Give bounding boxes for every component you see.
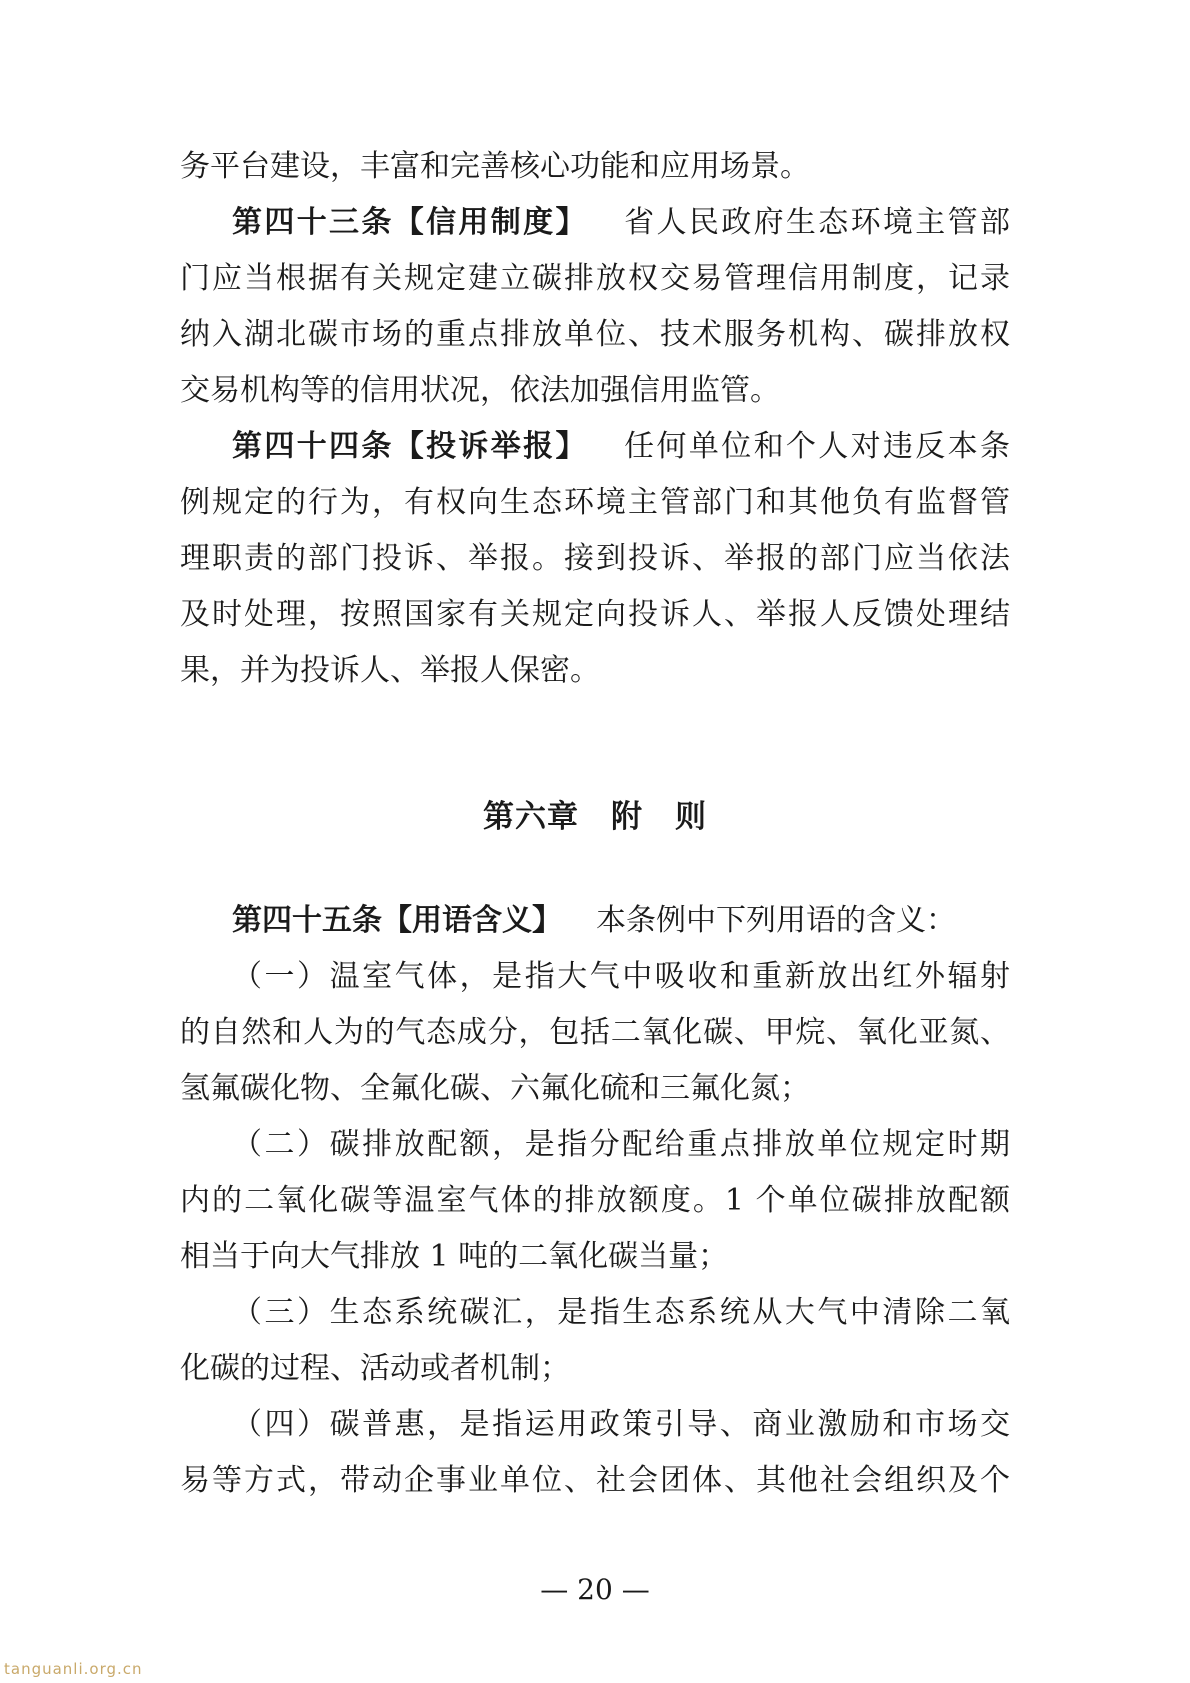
- page-number: — 20 —: [540, 1573, 650, 1606]
- paragraph-line: 交易机构等的信用状况，依法加强信用监管。: [180, 373, 780, 408]
- article-43-first-line: [232, 194, 1010, 252]
- watermark: tanguanli.org.cn: [4, 1660, 143, 1678]
- paragraph-line: 例规定的行为，有权向生态环境主管部门和其他负有监督管: [180, 485, 1010, 520]
- article-44-first-line: [232, 418, 1010, 476]
- paragraph-line: 门应当根据有关规定建立碳排放权交易管理信用制度，记录: [180, 261, 1010, 296]
- paragraph-line: 纳入湖北碳市场的重点排放单位、技术服务机构、碳排放权: [180, 317, 1010, 352]
- article-45-title: 第四十五条【用语含义】: [232, 903, 562, 938]
- article-44-title: 第四十四条【投诉举报】: [232, 429, 588, 464]
- definition-line: （四）碳普惠，是指运用政策引导、商业激励和市场交: [232, 1407, 1010, 1442]
- definition-line: 化碳的过程、活动或者机制；: [180, 1351, 570, 1386]
- definition-line: 氢氟碳化物、全氟化碳、六氟化硫和三氟化氮；: [180, 1071, 810, 1106]
- definition-line: 的自然和人为的气态成分，包括二氧化碳、甲烷、氧化亚氮、: [180, 1015, 1010, 1050]
- chapter-title: 第六章 附 则: [483, 799, 707, 835]
- definition-line: （二）碳排放配额，是指分配给重点排放单位规定时期: [232, 1127, 1010, 1162]
- definition-line: 易等方式，带动企事业单位、社会团体、其他社会组织及个: [180, 1463, 1010, 1498]
- article-43-title: 第四十三条【信用制度】: [232, 205, 588, 240]
- definition-line: （三）生态系统碳汇，是指生态系统从大气中清除二氧: [232, 1295, 1010, 1330]
- definition-line: （一）温室气体，是指大气中吸收和重新放出红外辐射: [232, 959, 1010, 994]
- definition-line: 内的二氧化碳等温室气体的排放额度。1 个单位碳排放配额: [180, 1183, 1010, 1218]
- paragraph-line: 务平台建设，丰富和完善核心功能和应用场景。: [180, 149, 810, 184]
- paragraph-line: 及时处理，按照国家有关规定向投诉人、举报人反馈处理结: [180, 597, 1010, 632]
- definition-line: 相当于向大气排放 1 吨的二氧化碳当量；: [180, 1239, 729, 1274]
- article-44-text: 任何单位和个人对违反本条: [621, 429, 1011, 464]
- paragraph-line: 果，并为投诉人、举报人保密。: [180, 653, 600, 688]
- article-43-text: 省人民政府生态环境主管部: [621, 205, 1011, 240]
- paragraph-line: 理职责的部门投诉、举报。接到投诉、举报的部门应当依法: [180, 541, 1010, 576]
- article-45-first-line: [232, 892, 1010, 950]
- article-45-text: 本条例中下列用语的含义：: [596, 903, 956, 938]
